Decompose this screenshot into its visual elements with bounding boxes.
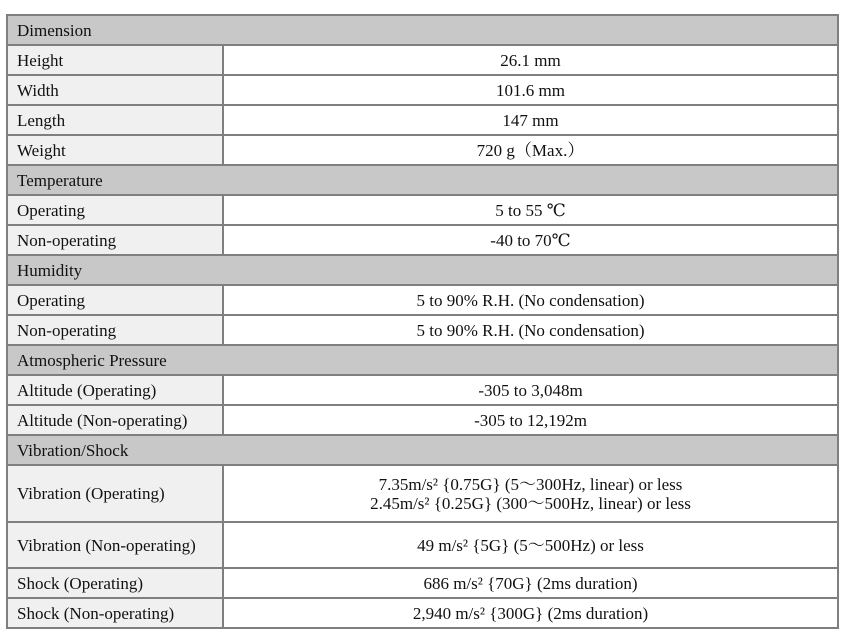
row-label: Operating — [7, 285, 223, 315]
row-label: Height — [7, 45, 223, 75]
row-value: 49 m/s² {5G} (5～500Hz) or less — [223, 522, 838, 568]
section-title: Atmospheric Pressure — [7, 345, 838, 375]
row-value: 2,940 m/s² {300G} (2ms duration) — [223, 598, 838, 628]
section-header-atmospheric-pressure — [7, 345, 838, 375]
section-header-dimension — [7, 15, 838, 45]
table-row — [7, 45, 838, 75]
row-label: Non-operating — [7, 315, 223, 345]
value-line: 7.35m/s² {0.75G} (5～300Hz, linear) or less — [378, 474, 683, 494]
row-label: Length — [7, 105, 223, 135]
row-value: 147 mm — [223, 105, 838, 135]
table-row — [7, 75, 838, 105]
row-value: -305 to 12,192m — [223, 405, 838, 435]
row-value: 5 to 90% R.H. (No condensation) — [223, 315, 838, 345]
row-label: Vibration (Non-operating) — [7, 522, 223, 568]
row-label: Altitude (Non-operating) — [7, 405, 223, 435]
section-title: Temperature — [7, 165, 838, 195]
row-value — [223, 465, 838, 522]
table-row — [7, 285, 838, 315]
section-title: Dimension — [7, 15, 838, 45]
row-value: -305 to 3,048m — [223, 375, 838, 405]
row-label: Non-operating — [7, 225, 223, 255]
table-row — [7, 465, 838, 522]
row-label: Altitude (Operating) — [7, 375, 223, 405]
table-row — [7, 195, 838, 225]
section-title: Humidity — [7, 255, 838, 285]
row-label: Vibration (Operating) — [7, 465, 223, 522]
spec-table — [6, 14, 839, 629]
row-value: -40 to 70℃ — [223, 225, 838, 255]
section-header-temperature — [7, 165, 838, 195]
row-label: Width — [7, 75, 223, 105]
section-header-vibration-shock — [7, 435, 838, 465]
row-label: Shock (Operating) — [7, 568, 223, 598]
table-row — [7, 568, 838, 598]
row-value: 26.1 mm — [223, 45, 838, 75]
row-value: 720 g（Max.） — [223, 135, 838, 165]
section-header-humidity — [7, 255, 838, 285]
value-line: 2.45m/s² {0.25G} (300～500Hz, linear) or less — [370, 493, 691, 513]
table-row — [7, 315, 838, 345]
row-value: 686 m/s² {70G} (2ms duration) — [223, 568, 838, 598]
table-row — [7, 105, 838, 135]
table-row — [7, 135, 838, 165]
section-title: Vibration/Shock — [7, 435, 838, 465]
row-label: Shock (Non-operating) — [7, 598, 223, 628]
table-row — [7, 598, 838, 628]
table-row — [7, 522, 838, 568]
table-row — [7, 225, 838, 255]
table-row — [7, 405, 838, 435]
row-value: 101.6 mm — [223, 75, 838, 105]
row-value: 5 to 90% R.H. (No condensation) — [223, 285, 838, 315]
row-label: Weight — [7, 135, 223, 165]
row-value: 5 to 55 ℃ — [223, 195, 838, 225]
table-row — [7, 375, 838, 405]
row-label: Operating — [7, 195, 223, 225]
